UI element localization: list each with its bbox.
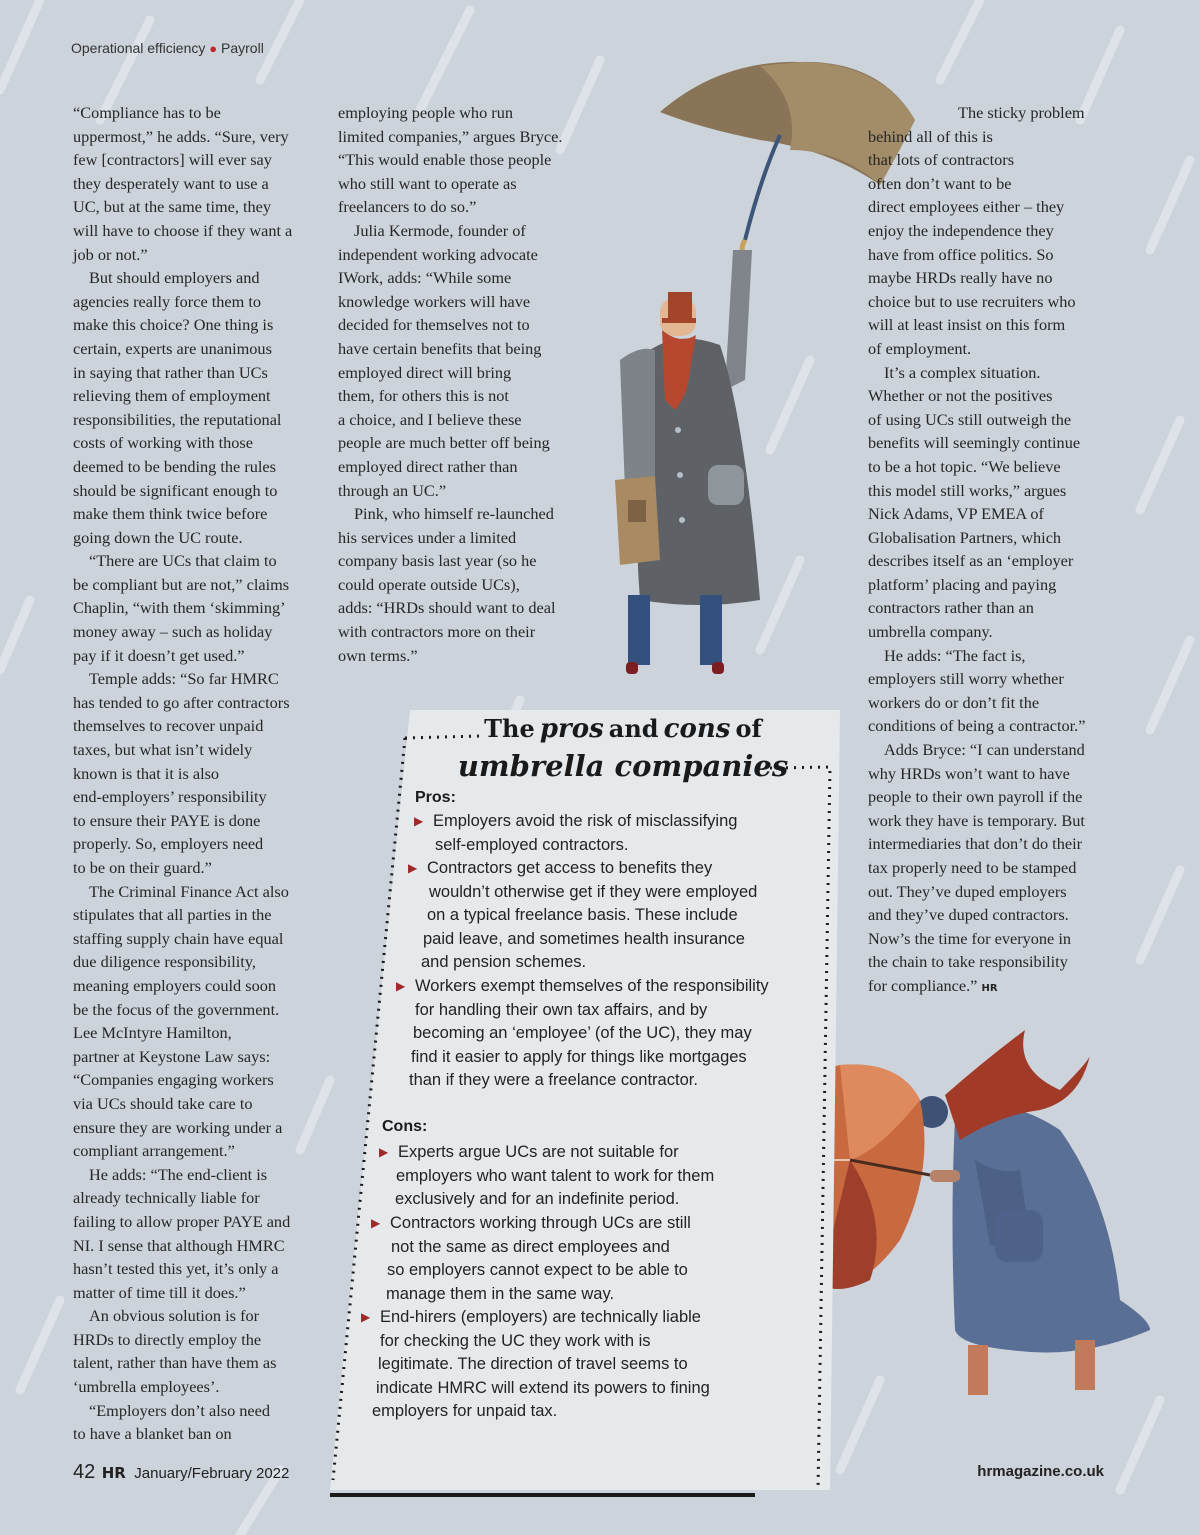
paragraph: An obvious solution is for HRDs to directly employ the talent, rather than have them as ‘umbrella employees’. — [73, 1306, 277, 1397]
paragraph: The sticky problem behind all of this is that lots of contractors often don’t want to be direct employees either – they enjoy the independence they have from office politics. So maybe HRDs really have no choice but to use recruiters who will at least insist on this form of employment. — [868, 103, 1085, 358]
bullet-line: self-employed contractors. — [435, 835, 629, 854]
issue-date: January/February 2022 — [134, 1465, 290, 1482]
bullet-triangle-icon: ▶ — [414, 814, 424, 828]
bullet-line: on a typical freelance basis. These include — [427, 906, 738, 925]
bullet-dot-icon: ● — [209, 41, 218, 56]
pros-item — [414, 810, 737, 857]
section-name: Operational efficiency — [71, 40, 206, 56]
bullet-triangle-icon: ▶ — [361, 1310, 371, 1324]
bullet-line: paid leave, and sometimes health insurance — [423, 929, 745, 948]
bullet-line: legitimate. The direction of travel seems to — [378, 1355, 688, 1374]
running-header — [71, 40, 264, 56]
raised-arm — [725, 250, 752, 390]
bullet-line: employers for unpaid tax. — [372, 1402, 558, 1421]
article-column-2 — [338, 101, 588, 667]
bullet-line: for checking the UC they work with is — [380, 1331, 651, 1350]
website-url[interactable]: hrmagazine.co.uk — [977, 1463, 1104, 1480]
bullet-line: Contractors working through UCs are still — [390, 1214, 691, 1232]
title-word: of — [735, 714, 762, 743]
bullet-triangle-icon: ▶ — [396, 979, 406, 993]
bullet-line: so employers cannot expect to be able to — [387, 1261, 688, 1280]
bullet-line: and pension schemes. — [421, 953, 587, 972]
title-word: The — [484, 714, 535, 743]
bullet-line: wouldn’t otherwise get if they were employed — [429, 882, 758, 901]
pros-item — [408, 857, 757, 975]
bullet-line: not the same as direct employees and — [391, 1237, 670, 1256]
paragraph: Temple adds: “So far HMRC has tended to go after contractors themselves to recover unpaid taxes, but what isn’t widely known is that it is also end-employers’ responsibility to ensure their PAYE is done properly. So, employers need to be on their guard.” — [73, 669, 290, 877]
title-word: cons — [663, 714, 731, 744]
paragraph: Julia Kermode, founder of independent working advocate IWork, adds: “While some knowledge workers will have decided for themselves not to have certain benefits that being employed direct will bring them, for others this is not a choice, and I believe these people are much better off being employed direct rather than through an UC.” — [338, 220, 550, 500]
bullet-triangle-icon: ▶ — [408, 861, 418, 875]
page-number: 42 — [73, 1461, 96, 1483]
title-word: pros — [539, 714, 604, 744]
bullet-line: becoming an ‘employee’ (of the UC), they may — [413, 1024, 752, 1043]
pros-heading: Pros: — [415, 789, 456, 806]
bullet-line: Contractors get access to benefits they — [427, 859, 713, 877]
cons-item — [379, 1141, 714, 1212]
paragraph: The Criminal Finance Act also stipulates that all parties in the staffing supply chain have equal due diligence responsibility, meaning employers could soon be the focus of the government. Lee McIntyre Hamilton, partner at Keystone Law says: “Companies engaging workers via UCs should take care to ensure they are working under a compliant arrangement.” — [73, 881, 289, 1161]
bullet-line: for handling their own tax affairs, and by — [415, 1000, 708, 1019]
paragraph: But should employers and agencies really force them to make this choice? One thing is certain, experts are unanimous in saying that rather than UCs relieving them of employment responsibilities, the reputational costs of working with those deemed to be bending the rules should be significant enough to make them think twice before going down the UC route. — [73, 268, 282, 547]
paragraph: Pink, who himself re-launched his services under a limited company basis last year (so he could operate outside UCs), adds: “HRDs should want to deal with contractors more on their own terms.” — [338, 504, 556, 665]
bullet-line: exclusively and for an indefinite period. — [395, 1190, 680, 1209]
bullet-triangle-icon: ▶ — [371, 1216, 381, 1230]
hat — [668, 292, 692, 320]
article-column-1 — [73, 101, 323, 1446]
paragraph: It’s a complex situation. Whether or not the positives of using UCs still outweigh the benefits will seemingly continue to be a hot topic. “We believe this model still works,” argues Nick Adams, VP EMEA of Globalisation Partners, which describes itself as an ‘employer platform’ placing and paying contractors rather than an umbrella company. — [868, 362, 1081, 642]
bullet-line: employers who want talent to work for them — [396, 1166, 715, 1185]
coat-pocket — [708, 465, 744, 505]
pros-item — [396, 975, 769, 1093]
closing-paragraph-text: Adds Bryce: “I can understand why HRDs won’t want to have people to their own payroll if the work they have is temporary. But intermediaries that don’t do their tax properly need to be stamped out. They’ve duped employers and they’ve duped contractors. Now’s the time for everyone in the chain to take responsibility for compliance.” — [868, 740, 1085, 995]
paragraph: “There are UCs that claim to be compliant but are not,” claims Chaplin, “with them ‘skimming’ money away – such as holiday pay if it doesn’t get used.” — [73, 551, 290, 665]
title-word: and — [608, 714, 659, 743]
topic-name: Payroll — [221, 40, 264, 56]
bullet-line: indicate HMRC will extend its powers to fining — [376, 1378, 710, 1397]
title-word: umbrella companies — [457, 749, 789, 783]
bullet-line: Workers exempt themselves of the responsibility — [415, 977, 769, 995]
cons-item — [371, 1212, 691, 1306]
hr-signoff-logo: HR — [981, 982, 998, 994]
bullet-line: than if they were a freelance contractor. — [409, 1071, 698, 1090]
woman-blue-coat — [953, 1107, 1151, 1352]
article-column-3 — [868, 101, 1118, 1001]
cons-item — [361, 1306, 710, 1424]
bullet-triangle-icon: ▶ — [379, 1145, 389, 1159]
paragraph — [868, 738, 1118, 1001]
bullet-line: find it easier to apply for things like mortgages — [411, 1047, 747, 1066]
bullet-line: Experts argue UCs are not suitable for — [398, 1143, 679, 1161]
footer-left — [73, 1461, 289, 1484]
bullet-line: End-hirers (employers) are technically liable — [380, 1308, 701, 1326]
box-title — [438, 712, 808, 788]
cons-heading: Cons: — [382, 1118, 428, 1135]
magazine-logo: HR — [101, 1464, 126, 1482]
paragraph: He adds: “The fact is, employers still worry whether workers do or don’t fit the conditions of being a contractor.” — [868, 645, 1086, 736]
paragraph: “Employers don’t also need to have a blanket ban on — [73, 1400, 271, 1444]
paragraph: employing people who run limited companies,” argues Bryce. “This would enable those people who still want to operate as freelancers to do so.” — [338, 103, 563, 217]
woman-coat-pocket — [995, 1210, 1043, 1262]
bullet-line: manage them in the same way. — [386, 1284, 615, 1303]
paragraph: He adds: “The end-client is already technically liable for failing to allow proper PAYE and NI. I sense that although HMRC hasn’t tested this yet, it’s only a matter of time till it does.” — [73, 1164, 291, 1302]
paragraph: “Compliance has to be uppermost,” he adds. “Sure, very few [contractors] will ever say they desperately want to use a UC, but at the same time, they will have to choose if they want a job or not.” — [73, 103, 293, 264]
bullet-line: Employers avoid the risk of misclassifying — [433, 812, 738, 830]
